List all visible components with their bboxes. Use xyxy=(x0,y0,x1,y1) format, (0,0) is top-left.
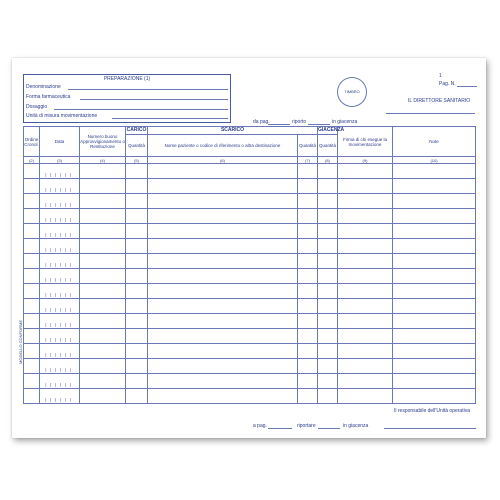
date-tick-marks xyxy=(40,254,79,268)
date-cell[interactable] xyxy=(40,239,80,254)
col-num: (3) xyxy=(40,157,80,164)
table-cell[interactable] xyxy=(148,329,298,344)
date-cell[interactable] xyxy=(40,164,80,179)
table-cell[interactable] xyxy=(338,314,393,329)
table-body xyxy=(24,164,476,404)
table-cell[interactable] xyxy=(298,299,318,314)
table-cell[interactable] xyxy=(298,194,318,209)
table-cell[interactable] xyxy=(393,239,476,254)
table-cell[interactable] xyxy=(298,239,318,254)
table-cell[interactable] xyxy=(393,224,476,239)
table-cell[interactable] xyxy=(298,374,318,389)
table-cell[interactable] xyxy=(393,389,476,404)
table-cell[interactable] xyxy=(298,164,318,179)
col-num: (2) xyxy=(24,157,40,164)
table-cell[interactable] xyxy=(318,299,338,314)
table-cell[interactable] xyxy=(393,314,476,329)
date-tick-marks xyxy=(40,164,79,178)
col-num: (5) xyxy=(126,157,148,164)
field-dosaggio[interactable]: Dosaggio xyxy=(26,104,228,110)
footer-stock-label: in giacenza xyxy=(343,423,369,429)
col-num: (10) xyxy=(393,157,476,164)
table-row xyxy=(24,239,476,254)
table-cell[interactable] xyxy=(24,194,40,209)
table-cell[interactable] xyxy=(80,299,126,314)
table-cell[interactable] xyxy=(80,164,126,179)
table-cell[interactable] xyxy=(148,314,298,329)
table-cell[interactable] xyxy=(80,314,126,329)
table-cell[interactable] xyxy=(80,359,126,374)
col-ordine: Ordine Cronol. xyxy=(24,127,40,157)
table-cell[interactable] xyxy=(148,269,298,284)
table-cell[interactable] xyxy=(148,374,298,389)
table-cell[interactable] xyxy=(24,359,40,374)
table-cell[interactable] xyxy=(318,344,338,359)
table-cell[interactable] xyxy=(24,344,40,359)
table-cell[interactable] xyxy=(80,389,126,404)
director-signature-line[interactable] xyxy=(386,107,475,114)
table-row xyxy=(24,299,476,314)
table-row xyxy=(24,269,476,284)
table-row xyxy=(24,314,476,329)
table-cell[interactable] xyxy=(80,194,126,209)
table-cell[interactable] xyxy=(148,299,298,314)
table-row xyxy=(24,389,476,404)
table-cell[interactable] xyxy=(80,374,126,389)
table-cell[interactable] xyxy=(80,239,126,254)
col-scarico-quantita: Quantità xyxy=(298,135,318,157)
carryover-riporto-label: riporto xyxy=(292,119,307,125)
table-cell[interactable] xyxy=(126,164,148,179)
footer-riportare-line[interactable] xyxy=(318,422,340,429)
col-firma: Firma di chi esegue la movimentazione xyxy=(338,127,393,157)
table-cell[interactable] xyxy=(298,209,318,224)
table-row xyxy=(24,284,476,299)
table-cell[interactable] xyxy=(24,179,40,194)
table-cell[interactable] xyxy=(338,374,393,389)
table-cell[interactable] xyxy=(338,164,393,179)
table-cell[interactable] xyxy=(148,164,298,179)
table-cell[interactable] xyxy=(393,254,476,269)
table-cell[interactable] xyxy=(126,284,148,299)
table-cell[interactable] xyxy=(24,239,40,254)
date-tick-marks xyxy=(40,374,79,388)
table-cell[interactable] xyxy=(80,269,126,284)
page-number: 1 xyxy=(439,73,442,79)
column-number-row xyxy=(24,157,476,164)
field-forma-farmaceutica[interactable]: Forma farmaceutica xyxy=(26,94,228,100)
movement-table xyxy=(23,126,476,404)
table-cell[interactable] xyxy=(148,344,298,359)
table-cell[interactable] xyxy=(318,194,338,209)
table-cell[interactable] xyxy=(298,254,318,269)
table-cell[interactable] xyxy=(126,194,148,209)
responsible-signature-line[interactable] xyxy=(384,422,476,429)
table-cell[interactable] xyxy=(338,344,393,359)
table-row xyxy=(24,359,476,374)
table-cell[interactable] xyxy=(393,164,476,179)
table-cell[interactable] xyxy=(298,284,318,299)
table-cell[interactable] xyxy=(393,359,476,374)
date-tick-marks xyxy=(40,329,79,343)
table-cell[interactable] xyxy=(318,374,338,389)
date-tick-marks xyxy=(40,359,79,373)
col-carico-quantita: Quantità xyxy=(126,135,148,157)
table-cell[interactable] xyxy=(338,284,393,299)
col-data: Data xyxy=(40,127,80,157)
table-cell[interactable] xyxy=(126,254,148,269)
table-cell[interactable] xyxy=(80,284,126,299)
table-cell[interactable] xyxy=(298,359,318,374)
page-number-label: Pag. N. xyxy=(439,81,456,87)
date-cell[interactable] xyxy=(40,224,80,239)
field-unita-misura[interactable]: Unità di misura movimentazione xyxy=(26,113,228,119)
table-cell[interactable] xyxy=(393,299,476,314)
table-cell[interactable] xyxy=(24,314,40,329)
table-cell[interactable] xyxy=(298,389,318,404)
table-cell[interactable] xyxy=(393,194,476,209)
table-cell[interactable] xyxy=(318,209,338,224)
table-row xyxy=(24,179,476,194)
date-tick-marks xyxy=(40,179,79,193)
date-tick-marks xyxy=(40,224,79,238)
table-cell[interactable] xyxy=(338,239,393,254)
footer-riportare-label: riportare xyxy=(297,423,316,429)
date-cell[interactable] xyxy=(40,179,80,194)
table-cell[interactable] xyxy=(24,209,40,224)
table-cell[interactable] xyxy=(24,284,40,299)
date-tick-marks xyxy=(40,344,79,358)
table-cell[interactable] xyxy=(318,389,338,404)
table-cell[interactable] xyxy=(338,194,393,209)
date-tick-marks xyxy=(40,239,79,253)
table-cell[interactable] xyxy=(298,269,318,284)
date-tick-marks xyxy=(40,284,79,298)
table-cell[interactable] xyxy=(318,284,338,299)
table-cell[interactable] xyxy=(80,179,126,194)
table-row xyxy=(24,254,476,269)
table-row xyxy=(24,194,476,209)
col-num: (8) xyxy=(318,157,338,164)
table-cell[interactable] xyxy=(24,329,40,344)
table-cell[interactable] xyxy=(338,209,393,224)
stamp-label: TIMBRO xyxy=(344,89,360,94)
table-cell[interactable] xyxy=(148,239,298,254)
table-cell[interactable] xyxy=(80,344,126,359)
table-cell[interactable] xyxy=(126,359,148,374)
table-cell[interactable] xyxy=(148,284,298,299)
date-cell[interactable] xyxy=(40,254,80,269)
table-cell[interactable] xyxy=(338,269,393,284)
table-cell[interactable] xyxy=(148,179,298,194)
table-cell[interactable] xyxy=(24,269,40,284)
table-cell[interactable] xyxy=(338,254,393,269)
carryover-riporto-line[interactable] xyxy=(308,118,330,125)
table-cell[interactable] xyxy=(24,224,40,239)
table-cell[interactable] xyxy=(318,269,338,284)
table-cell[interactable] xyxy=(393,329,476,344)
table-cell[interactable] xyxy=(126,179,148,194)
table-cell[interactable] xyxy=(126,389,148,404)
date-cell[interactable] xyxy=(40,314,80,329)
table-cell[interactable] xyxy=(126,344,148,359)
table-row xyxy=(24,374,476,389)
col-nome-paziente: Nome paziente o codice di riferimento o altra destinazione xyxy=(148,135,298,157)
footer-to-page-label: a pag. xyxy=(253,423,267,429)
table-cell[interactable] xyxy=(80,254,126,269)
date-cell[interactable] xyxy=(40,344,80,359)
group-giacenza: GIACENZA xyxy=(318,127,345,133)
register-sheet xyxy=(12,58,486,438)
table-cell[interactable] xyxy=(298,344,318,359)
field-denominazione[interactable]: Denominazione xyxy=(26,84,228,90)
table-cell[interactable] xyxy=(298,329,318,344)
table-cell[interactable] xyxy=(126,224,148,239)
table-cell[interactable] xyxy=(148,209,298,224)
table-cell[interactable] xyxy=(126,239,148,254)
table-cell[interactable] xyxy=(393,284,476,299)
table-cell[interactable] xyxy=(318,254,338,269)
table-row xyxy=(24,224,476,239)
table-cell[interactable] xyxy=(148,254,298,269)
date-tick-marks xyxy=(40,209,79,223)
table-cell[interactable] xyxy=(126,299,148,314)
table-cell[interactable] xyxy=(298,314,318,329)
date-cell[interactable] xyxy=(40,209,80,224)
table-cell[interactable] xyxy=(24,389,40,404)
table-cell[interactable] xyxy=(393,344,476,359)
carryover-from-page-label: da pag. xyxy=(253,119,270,125)
table-cell[interactable] xyxy=(318,329,338,344)
table-cell[interactable] xyxy=(80,224,126,239)
table-cell[interactable] xyxy=(24,254,40,269)
date-tick-marks xyxy=(40,314,79,328)
table-cell[interactable] xyxy=(24,164,40,179)
table-cell[interactable] xyxy=(338,179,393,194)
col-num: (6) xyxy=(148,157,298,164)
date-tick-marks xyxy=(40,194,79,208)
table-cell[interactable] xyxy=(148,194,298,209)
table-cell[interactable] xyxy=(393,374,476,389)
col-note: Note xyxy=(393,127,476,157)
preparation-title: PREPARAZIONE (1) xyxy=(103,76,151,82)
table-cell[interactable] xyxy=(24,299,40,314)
table-row xyxy=(24,164,476,179)
responsible-label: Il responsabile dell'Unità operativa xyxy=(394,408,470,414)
table-cell[interactable] xyxy=(298,224,318,239)
date-cell[interactable] xyxy=(40,299,80,314)
group-scarico: SCARICO xyxy=(148,127,318,135)
col-numero-buono: Numero buono Approvvigionamento o Restituzione xyxy=(80,127,126,157)
table-cell[interactable] xyxy=(126,374,148,389)
table-cell[interactable] xyxy=(298,179,318,194)
table-cell[interactable] xyxy=(318,314,338,329)
table-cell[interactable] xyxy=(338,299,393,314)
table-cell[interactable] xyxy=(318,224,338,239)
date-tick-marks xyxy=(40,269,79,283)
col-num: (7) xyxy=(298,157,318,164)
table-cell[interactable] xyxy=(126,209,148,224)
table-cell[interactable] xyxy=(24,374,40,389)
table-cell[interactable] xyxy=(318,164,338,179)
table-cell[interactable] xyxy=(80,329,126,344)
table-cell[interactable] xyxy=(338,389,393,404)
table-cell[interactable] xyxy=(318,359,338,374)
table-cell[interactable] xyxy=(338,224,393,239)
table-cell[interactable] xyxy=(318,179,338,194)
date-tick-marks xyxy=(40,389,79,403)
date-cell[interactable] xyxy=(40,329,80,344)
date-cell[interactable] xyxy=(40,389,80,404)
table-cell[interactable] xyxy=(80,209,126,224)
table-cell[interactable] xyxy=(148,224,298,239)
date-cell[interactable] xyxy=(40,269,80,284)
table-cell[interactable] xyxy=(393,179,476,194)
table-cell[interactable] xyxy=(318,239,338,254)
table-cell[interactable] xyxy=(338,329,393,344)
table-row xyxy=(24,209,476,224)
group-header-row xyxy=(24,127,476,135)
col-num: (9) xyxy=(338,157,393,164)
carryover-from-page-line[interactable] xyxy=(268,118,290,125)
footer-to-page-line[interactable] xyxy=(268,422,292,429)
stamp-circle xyxy=(337,77,367,107)
col-giacenza-quantita: Quantità xyxy=(318,135,338,157)
page-number-line[interactable] xyxy=(457,80,477,87)
date-tick-marks xyxy=(40,299,79,313)
table-cell[interactable] xyxy=(393,209,476,224)
table-cell[interactable] xyxy=(338,359,393,374)
director-label: IL DIRETTORE SANITARIO xyxy=(408,98,471,104)
table-cell[interactable] xyxy=(393,269,476,284)
preparation-box xyxy=(23,74,231,123)
table-cell[interactable] xyxy=(126,314,148,329)
date-cell[interactable] xyxy=(40,374,80,389)
date-cell[interactable] xyxy=(40,284,80,299)
table-row xyxy=(24,344,476,359)
table-cell[interactable] xyxy=(148,389,298,404)
side-label: MODELLO CONFORME xyxy=(18,319,23,364)
carryover-stock-label: in giacenza xyxy=(332,119,358,125)
date-cell[interactable] xyxy=(40,194,80,209)
table-cell[interactable] xyxy=(148,359,298,374)
table-cell[interactable] xyxy=(126,329,148,344)
group-carico: CARICO xyxy=(126,127,147,133)
table-row xyxy=(24,329,476,344)
table-cell[interactable] xyxy=(126,269,148,284)
date-cell[interactable] xyxy=(40,359,80,374)
col-num: (4) xyxy=(80,157,126,164)
